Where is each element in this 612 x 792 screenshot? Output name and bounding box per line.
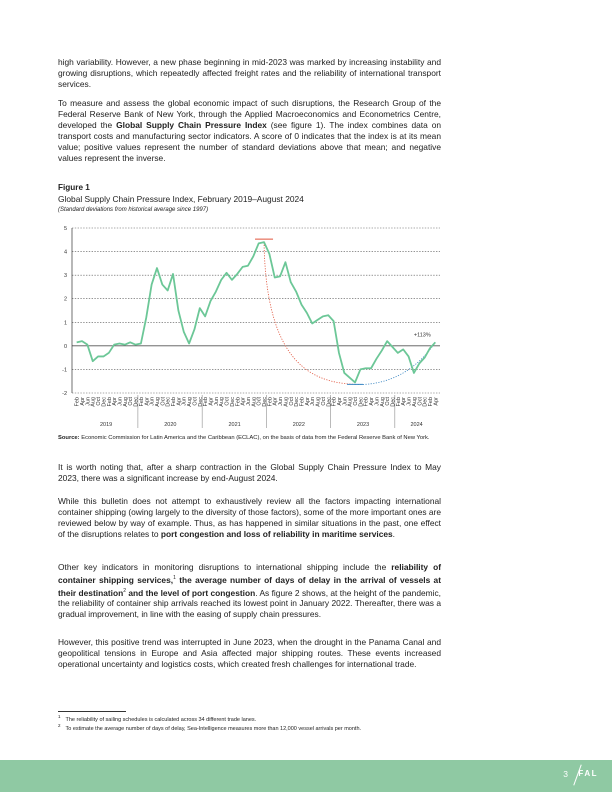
p2-text-a: To measure and assess the global economic impact of such disruptions, the Research Group of the Federal Reserve Bank of New York, through the Applied Macroeconomics and Econometrics Centre, developed the bbox=[58, 98, 441, 130]
x-tick-label: Oct bbox=[320, 397, 327, 406]
x-tick-label: Dec bbox=[197, 397, 204, 407]
x-tick-label: Oct bbox=[353, 397, 360, 406]
x-tick-label: Feb bbox=[74, 397, 81, 407]
x-tick-label: Jun bbox=[85, 397, 92, 406]
x-tick-label: Apr bbox=[272, 397, 279, 406]
x-tick-label: Dec bbox=[229, 397, 236, 407]
x-tick-label: Oct bbox=[417, 397, 424, 406]
paragraph-intro: high variability. However, a new phase beginning in mid-2023 was marked by increasing instability and growing disruptions, which repeatedly affected freight rates and the reliability of international transport services. bbox=[58, 57, 441, 89]
paragraph-disruption: However, this positive trend was interrupted in June 2023, when the drought in the Panama Canal and geopolitical tensions in Europe and Asia affected major shipping routes. These events increased operational uncertainty and logistics costs, which created fresh challenges for international trade. bbox=[58, 637, 441, 669]
footnote-1-number: 1 bbox=[58, 714, 61, 719]
x-tick-label: Feb bbox=[427, 397, 434, 407]
x-tick-label: Aug bbox=[283, 397, 290, 407]
x-tick-label: Apr bbox=[240, 397, 247, 406]
x-tick-label: Jun bbox=[117, 397, 124, 406]
x-tick-label: Jun bbox=[181, 397, 188, 406]
x-tick-label: Jun bbox=[245, 397, 252, 406]
x-tick-label: Feb bbox=[267, 397, 274, 407]
page-number: 3 bbox=[563, 769, 568, 779]
x-year-label: 2022 bbox=[292, 422, 305, 428]
x-tick-label: Aug bbox=[251, 397, 258, 407]
x-tick-label: Apr bbox=[112, 397, 119, 406]
page-footer-band bbox=[0, 760, 612, 792]
x-tick-label: Feb bbox=[331, 397, 338, 407]
source-label: Source: bbox=[58, 435, 80, 441]
x-tick-label: Apr bbox=[144, 397, 151, 406]
figure-source bbox=[58, 434, 441, 442]
x-tick-label: Apr bbox=[369, 397, 376, 406]
x-tick-label: Dec bbox=[101, 397, 108, 407]
change-annotation: +113% bbox=[413, 332, 431, 339]
x-tick-label: Jun bbox=[406, 397, 413, 406]
x-tick-label: Oct bbox=[288, 397, 295, 406]
x-tick-label: Apr bbox=[433, 397, 440, 406]
x-tick-label: Feb bbox=[299, 397, 306, 407]
x-year-label: 2019 bbox=[99, 422, 113, 428]
x-year-label: 2023 bbox=[356, 422, 370, 428]
x-tick-label: Oct bbox=[192, 397, 199, 406]
figure-label: Figure 1 bbox=[58, 183, 90, 192]
p4-text-b: . bbox=[392, 528, 395, 539]
line-chart bbox=[58, 218, 443, 428]
x-tick-label: Jun bbox=[149, 397, 156, 406]
p4-bold-congestion: port congestion and loss of reliability in maritime services bbox=[160, 528, 393, 539]
x-tick-label: Apr bbox=[401, 397, 408, 406]
figure-subtitle: (Standard deviations from historical average since 1997) bbox=[58, 207, 209, 213]
x-tick-label: Dec bbox=[133, 397, 140, 407]
x-tick-label: Feb bbox=[235, 397, 242, 407]
x-tick-label: Jun bbox=[213, 397, 220, 406]
p4-text-a: While this bulletin does not attempt to exhaustively review all the factors impacting international container shipping (owing largely to the diversity of those factors), some of the more important ones are reviewed below by way of example. Thus, as has happened in similar situations in the past, one effect of the disruptions relates to bbox=[58, 496, 441, 539]
footnote-ref-1: 1 bbox=[173, 574, 176, 581]
x-tick-label: Aug bbox=[315, 397, 322, 407]
x-tick-label: Apr bbox=[80, 397, 87, 406]
paragraph-factors bbox=[58, 496, 441, 540]
x-tick-label: Feb bbox=[171, 397, 178, 407]
x-year-label: 2021 bbox=[228, 422, 241, 428]
x-tick-label: Apr bbox=[336, 397, 343, 406]
x-tick-label: Oct bbox=[256, 397, 263, 406]
index-series-line bbox=[77, 242, 436, 382]
x-tick-label: Dec bbox=[422, 397, 429, 407]
y-tick-label: -1 bbox=[62, 367, 67, 374]
x-tick-label: Jun bbox=[278, 397, 285, 406]
x-tick-label: Feb bbox=[106, 397, 113, 407]
x-tick-label: Aug bbox=[411, 397, 418, 407]
x-tick-label: Apr bbox=[304, 397, 311, 406]
y-tick-label: 3 bbox=[63, 273, 67, 280]
footnote-1-text: The reliability of sailing schedules is calculated across 34 different trade lanes. bbox=[65, 716, 257, 723]
x-tick-label: Jun bbox=[310, 397, 317, 406]
y-tick-label: 5 bbox=[63, 226, 67, 232]
x-tick-label: Dec bbox=[165, 397, 172, 407]
x-tick-label: Oct bbox=[96, 397, 103, 406]
bulletin-brand: FAL bbox=[578, 769, 598, 778]
p2-text-b: (see figure 1). The index combines data on transport costs and manufacturing sector indicators. A score of 0 indicates that the index is at its mean value; positive values represent the number of standard deviations above that mean; and negative values represent the inverse. bbox=[58, 119, 442, 163]
footnote-2-number: 2 bbox=[58, 723, 61, 728]
x-tick-label: Dec bbox=[358, 397, 365, 407]
x-year-label: 2024 bbox=[410, 422, 423, 428]
x-tick-label: Aug bbox=[122, 397, 129, 407]
source-text: Economic Commission for Latin America and the Caribbean (ECLAC), on the basis of data from the Federal Reserve Bank of New York. bbox=[81, 435, 430, 441]
p5-text-a: Other key indicators in monitoring disruptions to international shipping include the bbox=[58, 562, 392, 572]
recovery-reference-curve bbox=[355, 342, 435, 384]
p5-text-b: . As figure 2 shows, at the height of the pandemic, the reliability of container ship arrivals reached its lowest point in January 2022. Thereafter, there was a gradual improvement, in line with the easing of supply chain pressures. bbox=[58, 587, 442, 620]
x-tick-label: Feb bbox=[138, 397, 145, 407]
y-tick-label: 1 bbox=[63, 320, 67, 327]
x-tick-label: Jun bbox=[374, 397, 381, 406]
paragraph-indicators bbox=[58, 562, 441, 620]
x-tick-label: Dec bbox=[294, 397, 301, 407]
x-tick-label: Aug bbox=[90, 397, 97, 407]
x-tick-label: Oct bbox=[224, 397, 231, 406]
x-tick-label: Dec bbox=[326, 397, 333, 407]
x-tick-label: Apr bbox=[176, 397, 183, 406]
x-tick-label: Aug bbox=[379, 397, 386, 407]
x-tick-label: Aug bbox=[347, 397, 354, 407]
footnote-2-text: To estimate the average number of days of delay, Sea-Intelligence measures more than 12,000 vessel arrivals per month. bbox=[65, 725, 362, 732]
footnote-1 bbox=[58, 714, 256, 723]
y-tick-label: 0 bbox=[63, 343, 67, 350]
paragraph-index-trend: It is worth noting that, after a sharp contraction in the Global Supply Chain Pressure Index to May 2023, there was a significant increase by end-August 2024. bbox=[58, 462, 441, 483]
x-tick-label: Feb bbox=[363, 397, 370, 407]
y-tick-label: 4 bbox=[63, 249, 67, 256]
x-tick-label: Feb bbox=[395, 397, 402, 407]
x-tick-label: Oct bbox=[160, 397, 167, 406]
x-tick-label: Dec bbox=[262, 397, 269, 407]
x-tick-label: Oct bbox=[128, 397, 135, 406]
footnote-ref-2: 2 bbox=[123, 587, 126, 594]
y-tick-label: -2 bbox=[62, 391, 67, 397]
x-tick-label: Jun bbox=[342, 397, 349, 406]
x-year-label: 2020 bbox=[164, 422, 177, 428]
footnote-divider bbox=[58, 711, 126, 712]
p2-bold-index-name: Global Supply Chain Pressure Index bbox=[116, 119, 267, 130]
x-tick-label: Feb bbox=[203, 397, 210, 407]
x-tick-label: Oct bbox=[385, 397, 392, 406]
p5-bold-delay: the average number of days of delay in the arrival of vessels at their destination bbox=[58, 574, 441, 598]
paragraph-index-description bbox=[58, 98, 441, 163]
footnote-2 bbox=[58, 723, 361, 732]
x-tick-label: Aug bbox=[154, 397, 161, 407]
y-tick-label: 2 bbox=[63, 296, 67, 303]
figure-title: Global Supply Chain Pressure Index, February 2019–August 2024 bbox=[58, 194, 304, 204]
x-tick-label: Apr bbox=[208, 397, 215, 406]
p5-bold-reliability: reliability of container shipping services, bbox=[58, 562, 441, 585]
x-tick-label: Aug bbox=[187, 397, 194, 407]
p5-bold-port-congestion: and the level of port congestion bbox=[128, 587, 256, 598]
x-tick-label: Aug bbox=[219, 397, 226, 407]
x-tick-label: Dec bbox=[390, 397, 397, 407]
